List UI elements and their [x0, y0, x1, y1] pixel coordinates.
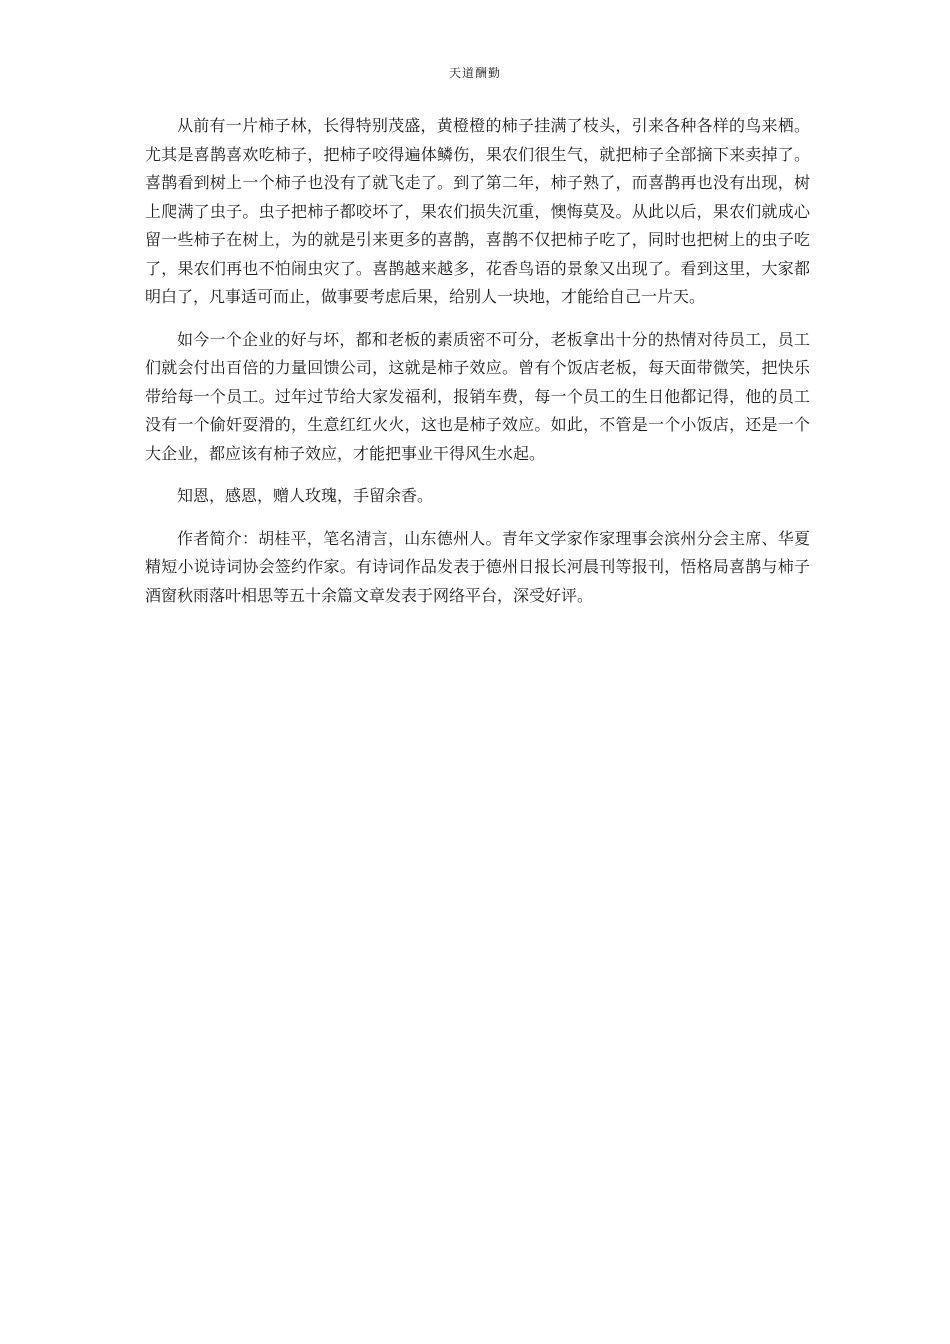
paragraph-story: 从前有一片柿子林，长得特别茂盛，黄橙橙的柿子挂满了枝头，引来各种各样的鸟来栖。尤其是喜鹊喜欢吃柿子，把柿子咬得遍体鳞伤，果农们很生气，就把柿子全部摘下来卖掉了。喜鹊看到树上一个柿子也没有了就飞走了。到了第二年，柿子熟了，而喜鹊再也没有出现，树上爬满了虫子。虫子把柿子都咬坏了，果农们损失沉重，懊悔莫及。从此以后，果农们就成心留一些柿子在树上，为的就是引来更多的喜鹊，喜鹊不仅把柿子吃了，同时也把树上的虫子吃了，果农们再也不怕闹虫灾了。喜鹊越来越多，花香鸟语的景象又出现了。看到这里，大家都明白了，凡事适可而止，做事要考虑后果，给别人一块地，才能给自己一片天。	[145, 116, 810, 306]
paragraph-enterprise: 如今一个企业的好与坏，都和老板的素质密不可分，老板拿出十分的热情对待员工，员工们就会付出百倍的力量回馈公司，这就是柿子效应。曾有个饭店老板，每天面带微笑，把快乐带给每一个员工。过年过节给大家发福利，报销车费，每一个员工的生日他都记得，他的员工没有一个偷奸耍滑的，生意红红火火，这也是柿子效应。如此，不管是一个小饭店，还是一个大企业，都应该有柿子效应，才能把事业干得风生水起。	[145, 329, 810, 463]
document-body	[145, 112, 810, 624]
page-header: 天道酬勤	[448, 66, 501, 80]
paragraph-gratitude: 知恩，感恩，赠人玫瑰，手留余香。	[177, 486, 434, 505]
paragraph-author-bio: 作者简介：胡桂平，笔名清言，山东德州人。青年文学家作家理事会滨州分会主席、华夏精短小说诗词协会签约作家。有诗词作品发表于德州日报长河晨刊等报刊，悟格局喜鹊与柿子酒窗秋雨落叶相思等五十余篇文章发表于网络平台，深受好评。	[145, 528, 810, 605]
